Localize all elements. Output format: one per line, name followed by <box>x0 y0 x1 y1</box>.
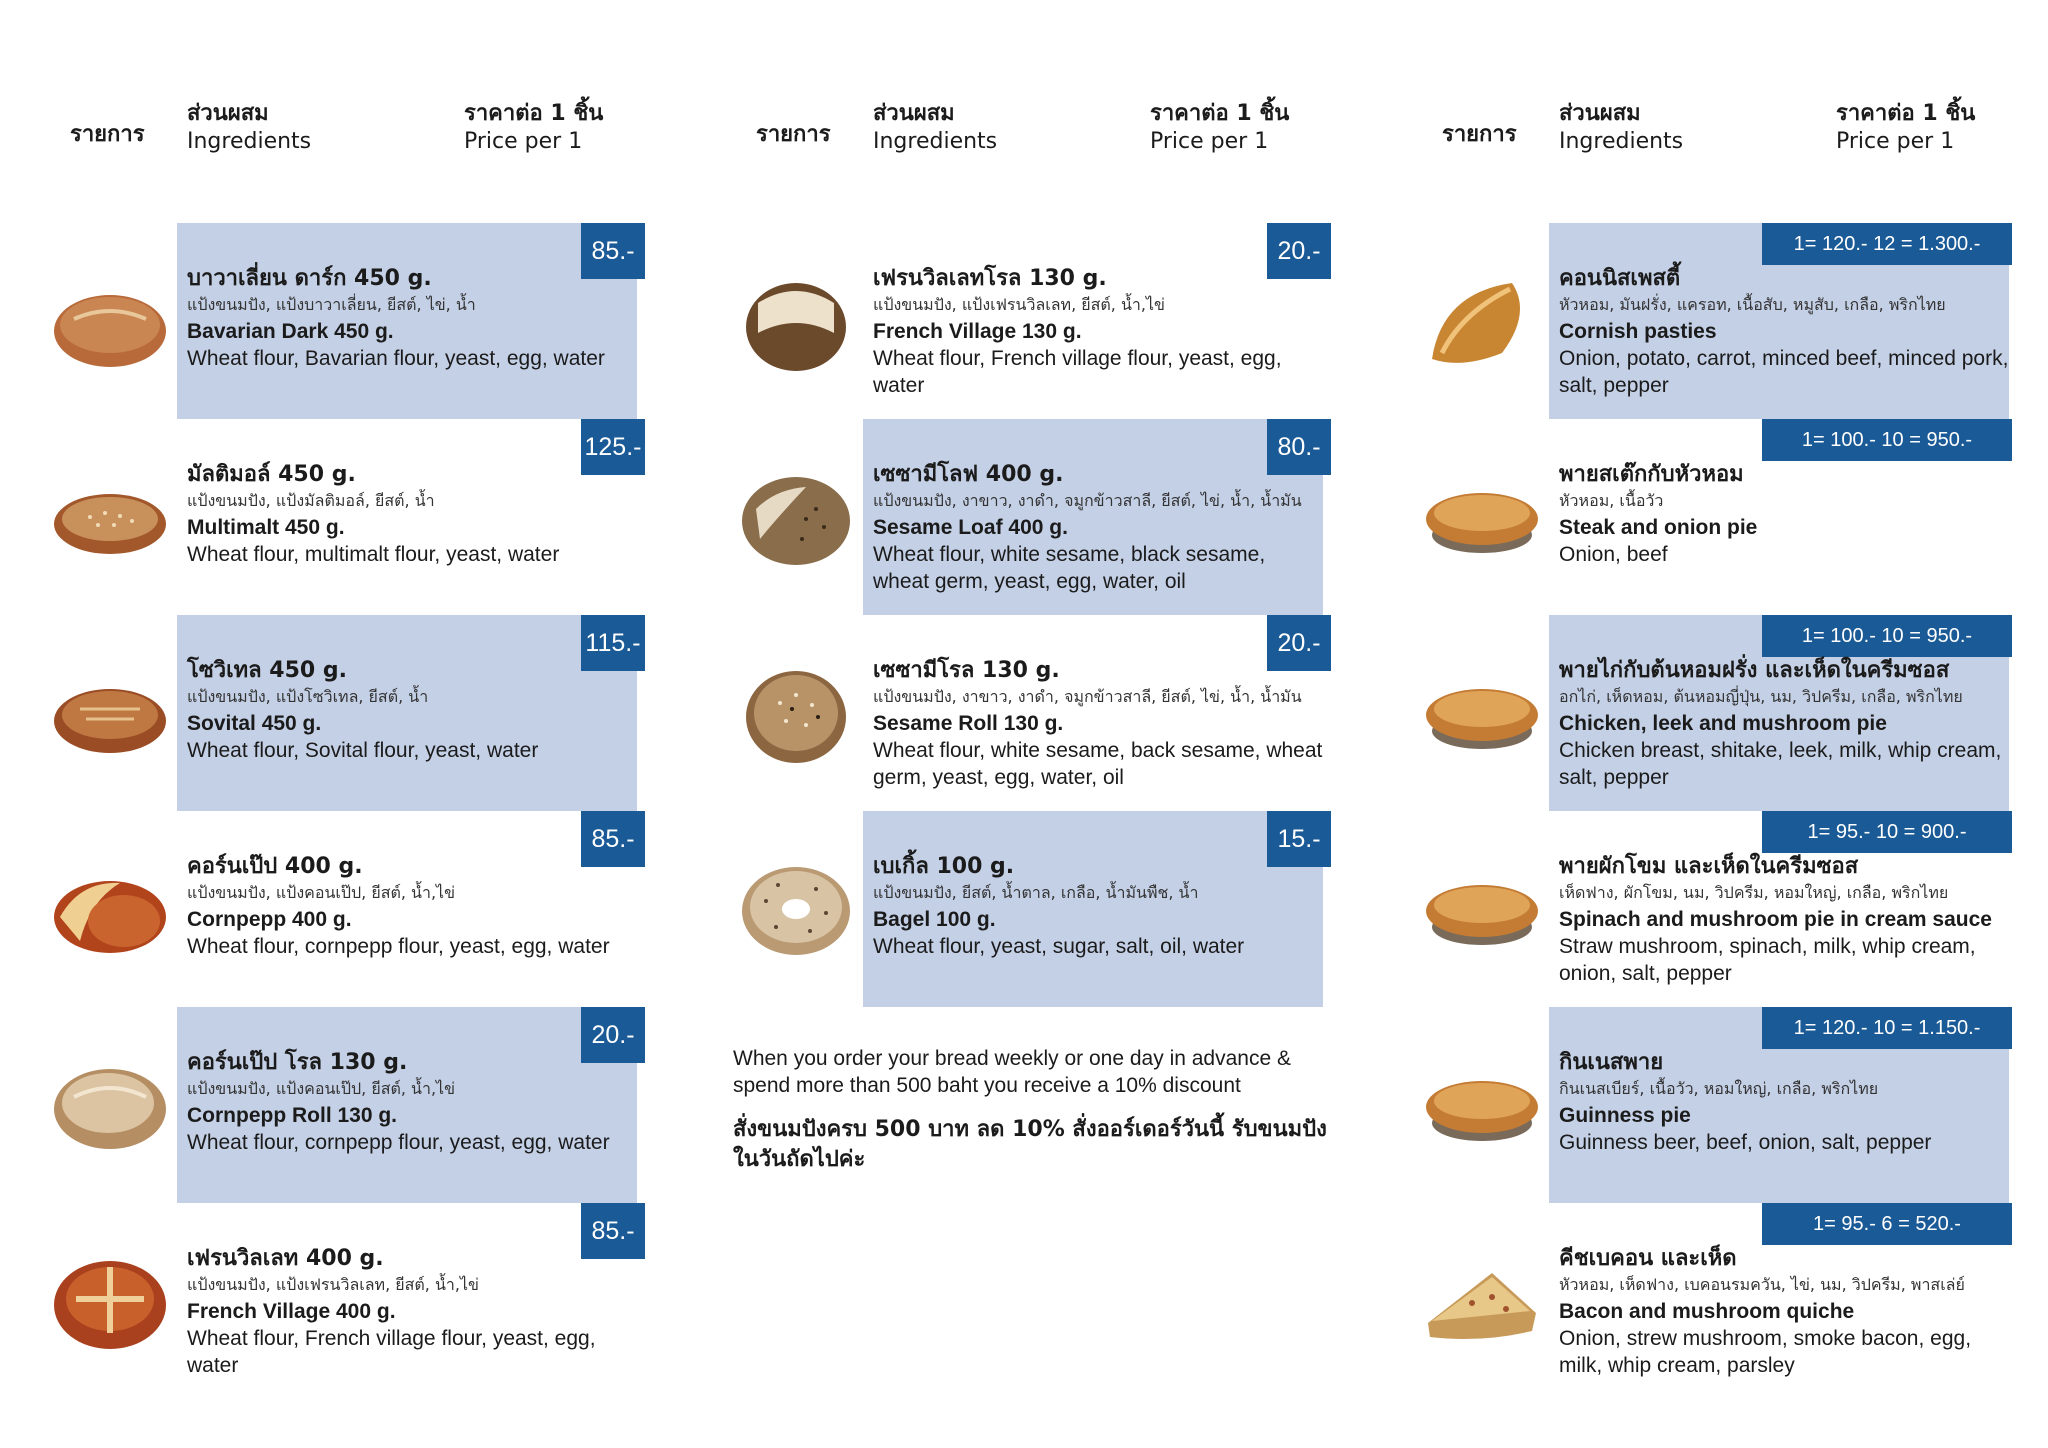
price-badge: 1= 120.- 10 = 1.150.- <box>1762 1007 2012 1049</box>
item-ingredients-en: Wheat flour, yeast, sugar, salt, oil, water <box>873 935 1245 958</box>
menu-item <box>1422 223 2048 419</box>
item-name-en: Sovital 450 g. <box>187 712 322 735</box>
item-ingredients-th: แป้งขนมปัง, งาขาว, งาดำ, จมูกข้าวสาลี, ยีสต์, ไข่, น้ำ, น้ำมัน <box>873 491 1302 510</box>
corn-bread-icon <box>50 861 170 961</box>
item-ingredients-en: Onion, strew mushroom, smoke bacon, egg, milk, whip cream, parsley <box>1559 1327 1972 1377</box>
item-name-th: เฟรนวิลเลทโรล 130 g. <box>873 266 1107 291</box>
item-ingredients-th: แป้งขนมปัง, ยีสต์, น้ำตาล, เกลือ, น้ำมันพืช, น้ำ <box>873 883 1199 902</box>
price-badge: 85.- <box>581 1203 645 1259</box>
item-ingredients-en: Guinness beer, beef, onion, salt, pepper <box>1559 1131 1932 1154</box>
item-name-en: Cornish pasties <box>1559 320 1717 343</box>
item-ingredients-en: Onion, beef <box>1559 543 1668 566</box>
menu-item <box>50 223 715 419</box>
item-name-th: เซซามีโรล 130 g. <box>873 658 1060 683</box>
menu-item <box>736 419 1401 615</box>
item-name-en: Bagel 100 g. <box>873 908 996 931</box>
item-name-en: French Village 130 g. <box>873 320 1082 343</box>
menu-column-2 <box>733 0 1401 1448</box>
item-ingredients-en: Wheat flour, Bavarian flour, yeast, egg, water <box>187 347 605 370</box>
header-ingredients: ส่วนผสม Ingredients <box>873 101 998 154</box>
header-price: ราคาต่อ 1 ชิ้น Price per 1 <box>1150 101 1290 154</box>
item-name-th: พายสเต๊กกับหัวหอม <box>1559 462 1744 487</box>
price-badge: 1= 120.- 12 = 1.300.- <box>1762 223 2012 265</box>
item-ingredients-th: หัวหอม, เห็ดฟาง, เบคอนรมควัน, ไข่, นม, วิปครีม, พาสเล่ย์ <box>1559 1275 1965 1294</box>
item-ingredients-th: แป้งขนมปัง, แป้งคอนเป๊ป, ยีสต์, น้ำ,ไข่ <box>187 883 456 902</box>
price-badge: 125.- <box>581 419 645 475</box>
item-name-th: พายไก่กับต้นหอมฝรั่ง และเห็ดในครีมซอส <box>1559 658 1950 683</box>
header-price: ราคาต่อ 1 ชิ้น Price per 1 <box>464 101 604 154</box>
item-ingredients-th: กินเนสเบียร์, เนื้อวัว, หอมใหญ่, เกลือ, พริกไทย <box>1559 1079 1879 1098</box>
item-ingredients-th: แป้งขนมปัง, แป้งเฟรนวิลเลท, ยีสต์, น้ำ,ไข่ <box>873 295 1165 314</box>
item-ingredients-th: หัวหอม, เนื้อวัว <box>1559 491 1664 510</box>
item-name-th: คอร์นเป๊ป 400 g. <box>187 854 363 879</box>
bagel-icon <box>736 861 856 961</box>
menu-item <box>1422 419 2048 615</box>
village-roll-icon <box>736 273 856 373</box>
price-badge: 80.- <box>1267 419 1331 475</box>
item-name-en: Spinach and mushroom pie in cream sauce <box>1559 908 1992 931</box>
discount-promo <box>733 1045 1333 1175</box>
item-ingredients-en: Chicken breast, shitake, leek, milk, whip cream, salt, pepper <box>1559 739 2002 789</box>
item-ingredients-th: แป้งขนมปัง, แป้งคอนเป๊ป, ยีสต์, น้ำ,ไข่ <box>187 1079 456 1098</box>
pie-icon <box>1422 1057 1542 1157</box>
item-name-th: โซวิเทล 450 g. <box>187 658 347 683</box>
item-name-en: Steak and onion pie <box>1559 516 1758 539</box>
menu-item <box>50 1007 715 1203</box>
header-item: รายการ <box>756 122 831 147</box>
pie-icon <box>1422 469 1542 569</box>
item-name-en: Bavarian Dark 450 g. <box>187 320 394 343</box>
item-ingredients-th: หัวหอม, มันฝรั่ง, แครอท, เนื้อสับ, หมูสับ, เกลือ, พริกไทย <box>1559 295 1946 314</box>
header-item: รายการ <box>1442 122 1517 147</box>
dark-bread-icon <box>50 273 170 373</box>
item-name-en: Sesame Loaf 400 g. <box>873 516 1068 539</box>
item-name-en: Sesame Roll 130 g. <box>873 712 1064 735</box>
promo-text-en: When you order your bread weekly or one day in advance & spend more than 500 baht you receive a 10% discount <box>733 1047 1291 1097</box>
price-badge: 85.- <box>581 223 645 279</box>
item-ingredients-th: แป้งขนมปัง, แป้งบาวาเลี่ยน, ยีสต์, ไข่, น้ำ <box>187 295 476 314</box>
item-ingredients-en: Wheat flour, Sovital flour, yeast, water <box>187 739 539 762</box>
menu-item <box>736 615 1401 811</box>
item-name-en: French Village 400 g. <box>187 1300 396 1323</box>
item-ingredients-en: Wheat flour, cornpepp flour, yeast, egg, water <box>187 1131 610 1154</box>
item-name-en: Chicken, leek and mushroom pie <box>1559 712 1887 735</box>
item-name-en: Cornpepp 400 g. <box>187 908 352 931</box>
menu-column-1 <box>50 0 715 1448</box>
menu-item <box>736 223 1401 419</box>
menu-item <box>50 811 715 1007</box>
item-ingredients-th: อกไก่, เห็ดหอม, ต้นหอมญี่ปุ่น, นม, วิปครีม, เกลือ, พริกไทย <box>1559 687 1963 706</box>
item-ingredients-en: Wheat flour, multimalt flour, yeast, water <box>187 543 560 566</box>
menu-item <box>50 1203 715 1399</box>
item-name-th: เซซามีโลฟ 400 g. <box>873 462 1064 487</box>
item-name-th: คีชเบคอน และเห็ด <box>1559 1246 1737 1271</box>
menu-item <box>1422 811 2048 1007</box>
item-name-th: คอนนิสเพสตี้ <box>1559 266 1681 291</box>
pie-icon <box>1422 861 1542 961</box>
item-name-th: เฟรนวิลเลท 400 g. <box>187 1246 384 1271</box>
price-badge: 1= 100.- 10 = 950.- <box>1762 419 2012 461</box>
item-name-en: Cornpepp Roll 130 g. <box>187 1104 398 1127</box>
item-name-en: Multimalt 450 g. <box>187 516 345 539</box>
price-badge: 20.- <box>581 1007 645 1063</box>
price-badge: 1= 95.- 10 = 900.- <box>1762 811 2012 853</box>
item-ingredients-th: แป้งขนมปัง, แป้งมัลติมอล์, ยีสต์, น้ำ <box>187 491 435 510</box>
item-ingredients-en: Wheat flour, French village flour, yeast, egg, water <box>873 347 1282 397</box>
header-item: รายการ <box>70 122 145 147</box>
item-name-th: คอร์นเป๊ป โรล 130 g. <box>187 1050 408 1075</box>
item-ingredients-en: Wheat flour, French village flour, yeast, egg, water <box>187 1327 596 1377</box>
price-badge: 1= 100.- 10 = 950.- <box>1762 615 2012 657</box>
header-ingredients: ส่วนผสม Ingredients <box>187 101 312 154</box>
menu-item <box>1422 615 2048 811</box>
pie-icon <box>1422 665 1542 765</box>
item-name-th: พายผักโขม และเห็ดในครีมซอส <box>1559 854 1859 879</box>
header-ingredients: ส่วนผสม Ingredients <box>1559 101 1684 154</box>
item-ingredients-en: Wheat flour, cornpepp flour, yeast, egg, water <box>187 935 610 958</box>
price-badge: 20.- <box>1267 615 1331 671</box>
bread-roll-icon <box>50 1057 170 1157</box>
crusty-loaf-icon <box>50 665 170 765</box>
menu-item <box>736 811 1401 1007</box>
pasty-icon <box>1422 273 1542 373</box>
menu-item <box>1422 1203 2048 1399</box>
item-ingredients-en: Wheat flour, white sesame, back sesame, wheat germ, yeast, egg, water, oil <box>873 739 1323 789</box>
item-name-en: Guinness pie <box>1559 1104 1691 1127</box>
menu-item <box>1422 1007 2048 1203</box>
price-badge: 15.- <box>1267 811 1331 867</box>
menu-column-3 <box>1422 0 2048 1448</box>
item-name-th: กินเนสพาย <box>1559 1050 1664 1075</box>
item-ingredients-th: เห็ดฟาง, ผักโขม, นม, วิปครีม, หอมใหญ่, เกลือ, พริกไทย <box>1559 883 1949 902</box>
round-loaf-icon <box>50 1253 170 1353</box>
seeded-loaf-icon <box>50 469 170 569</box>
sesame-roll-icon <box>736 665 856 765</box>
item-ingredients-en: Wheat flour, white sesame, black sesame, wheat germ, yeast, egg, water, oil <box>873 543 1266 593</box>
item-ingredients-en: Onion, potato, carrot, minced beef, minced pork, salt, pepper <box>1559 347 2009 397</box>
item-name-en: Bacon and mushroom quiche <box>1559 1300 1855 1323</box>
sesame-loaf-icon <box>736 469 856 569</box>
price-badge: 20.- <box>1267 223 1331 279</box>
price-badge: 85.- <box>581 811 645 867</box>
price-badge: 115.- <box>581 615 645 671</box>
item-ingredients-en: Straw mushroom, spinach, milk, whip cream, onion, salt, pepper <box>1559 935 1976 985</box>
item-name-th: มัลติมอล์ 450 g. <box>187 462 356 487</box>
item-ingredients-th: แป้งขนมปัง, งาขาว, งาดำ, จมูกข้าวสาลี, ยีสต์, ไข่, น้ำ, น้ำมัน <box>873 687 1302 706</box>
item-name-th: เบเกิ้ล 100 g. <box>873 854 1015 879</box>
menu-item <box>50 615 715 811</box>
quiche-icon <box>1422 1253 1542 1353</box>
price-badge: 1= 95.- 6 = 520.- <box>1762 1203 2012 1245</box>
item-ingredients-th: แป้งขนมปัง, แป้งเฟรนวิลเลท, ยีสต์, น้ำ,ไข่ <box>187 1275 479 1294</box>
item-name-th: บาวาเลี่ยน ดาร์ก 450 g. <box>187 266 432 291</box>
header-price: ราคาต่อ 1 ชิ้น Price per 1 <box>1836 101 1976 154</box>
menu-item <box>50 419 715 615</box>
promo-text-th: สั่งขนมปังครบ 500 บาท ลด 10% สั่งออร์เดอร์วันนี้ รับขนมปังในวันถัดไปค่ะ <box>733 1117 1327 1172</box>
item-ingredients-th: แป้งขนมปัง, แป้งโซวิเทล, ยีสต์, น้ำ <box>187 687 429 706</box>
